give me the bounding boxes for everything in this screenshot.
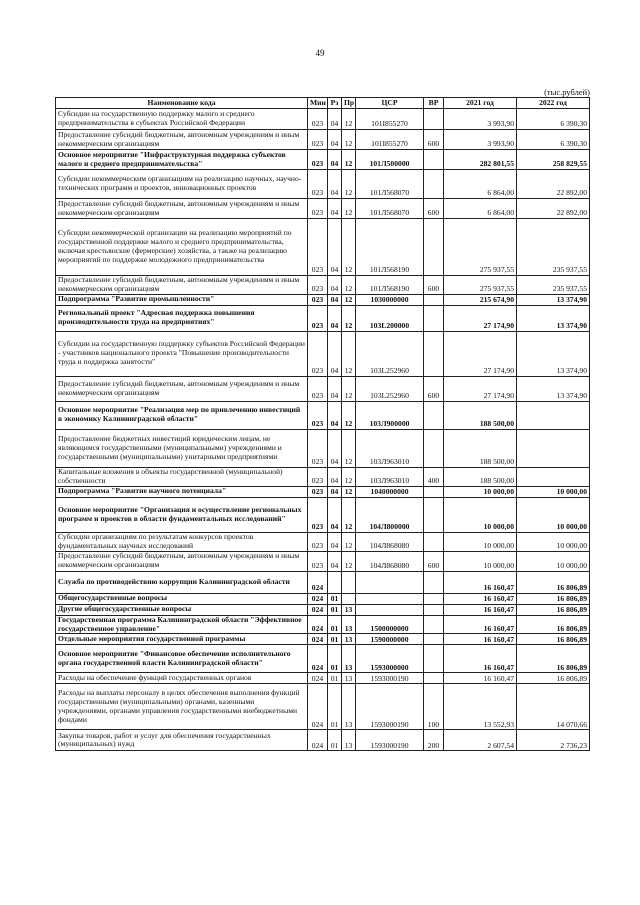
table-row <box>56 486 590 497</box>
row-name: Субсидии организациям по результатам конкурсов проектов фундаментальных научных исследований <box>56 532 308 551</box>
row-rz: 04 <box>328 401 342 429</box>
row-name: Подпрограмма "Развитие промышленности" <box>56 294 308 305</box>
row-pr: 13 <box>342 673 356 684</box>
row-csr: 1593000190 <box>356 730 424 751</box>
row-vr <box>424 571 444 593</box>
row-pr: 12 <box>342 376 356 401</box>
row-vr <box>424 170 444 199</box>
row-name: Субсидии некоммерческой организации на реализацию мероприятий по государственной поддержке малого и среднего предпринимательства, включая крестьянские (фермерские) хозяйства, а также на реализацию мероприятий по поддержке молодежного предпринимательства <box>56 219 308 276</box>
row-vr <box>424 645 444 673</box>
row-vr: 100 <box>424 684 444 730</box>
row-csr: 1500000000 <box>356 615 424 634</box>
row-pr <box>342 593 356 604</box>
row-amount-2022: 13 374,90 <box>517 376 590 401</box>
row-min: 023 <box>308 429 328 467</box>
header-rz: Рз <box>328 98 342 109</box>
row-rz: 01 <box>328 615 342 634</box>
row-pr: 12 <box>342 551 356 571</box>
row-amount-2021: 10 000,00 <box>444 532 517 551</box>
row-rz: 04 <box>328 429 342 467</box>
row-pr: 12 <box>342 305 356 331</box>
table-row <box>56 376 590 401</box>
budget-table <box>55 97 590 751</box>
row-amount-2021: 13 552,93 <box>444 684 517 730</box>
table-row <box>56 634 590 645</box>
row-csr: 103L200000 <box>356 305 424 331</box>
row-min: 024 <box>308 634 328 645</box>
row-pr: 12 <box>342 199 356 219</box>
row-amount-2021: 10 000,00 <box>444 497 517 532</box>
row-csr: 101Л568190 <box>356 219 424 276</box>
row-csr: 101I855270 <box>356 109 424 130</box>
row-name: Основное мероприятие "Организация и осуществление региональных программ и проектов в области фундаментальных исследований" <box>56 497 308 532</box>
row-min: 024 <box>308 730 328 751</box>
row-amount-2022: 2 736,23 <box>517 730 590 751</box>
row-vr: 400 <box>424 467 444 486</box>
row-amount-2021: 16 160,47 <box>444 604 517 615</box>
row-rz: 04 <box>328 219 342 276</box>
row-min: 024 <box>308 673 328 684</box>
row-name: Предоставление субсидий бюджетным, автономным учреждениям и иным некоммерческим организациям <box>56 376 308 401</box>
row-amount-2022: 235 937,55 <box>517 219 590 276</box>
row-amount-2022: 16 806,89 <box>517 645 590 673</box>
row-rz <box>328 571 342 593</box>
table-row <box>56 571 590 593</box>
table-row <box>56 645 590 673</box>
row-name: Субсидии некоммерческим организациям на реализацию научных, научно-технических программ и проектов, инновационных проектов <box>56 170 308 199</box>
row-amount-2022: 16 806,89 <box>517 593 590 604</box>
row-csr: 104Л868080 <box>356 532 424 551</box>
row-min: 023 <box>308 199 328 219</box>
row-min: 023 <box>308 219 328 276</box>
row-amount-2022: 16 806,89 <box>517 673 590 684</box>
row-pr: 12 <box>342 170 356 199</box>
row-amount-2021: 27 174,90 <box>444 305 517 331</box>
row-amount-2022: 10 000,00 <box>517 551 590 571</box>
units-label: (тыс.рублей) <box>544 87 590 97</box>
table-row <box>56 276 590 295</box>
row-csr: 103Л963010 <box>356 429 424 467</box>
row-name: Капитальные вложения в объекты государственной (муниципальной) собственности <box>56 467 308 486</box>
row-amount-2021: 16 160,47 <box>444 593 517 604</box>
row-amount-2021: 6 864,00 <box>444 170 517 199</box>
row-min: 024 <box>308 593 328 604</box>
row-pr: 12 <box>342 276 356 295</box>
row-min: 024 <box>308 615 328 634</box>
row-min: 023 <box>308 376 328 401</box>
row-csr: 104Л800000 <box>356 497 424 532</box>
row-vr: 600 <box>424 551 444 571</box>
row-vr: 600 <box>424 276 444 295</box>
table-row <box>56 219 590 276</box>
row-amount-2022: 235 937,55 <box>517 276 590 295</box>
row-pr: 12 <box>342 532 356 551</box>
row-min: 024 <box>308 571 328 593</box>
row-amount-2021: 188 500,00 <box>444 429 517 467</box>
row-rz: 01 <box>328 730 342 751</box>
row-min: 023 <box>308 331 328 376</box>
header-pr: Пр <box>342 98 356 109</box>
row-rz: 04 <box>328 497 342 532</box>
table-row <box>56 551 590 571</box>
row-min: 023 <box>308 467 328 486</box>
row-amount-2021: 27 174,90 <box>444 331 517 376</box>
row-vr <box>424 486 444 497</box>
row-min: 023 <box>308 486 328 497</box>
row-rz: 01 <box>328 593 342 604</box>
row-vr <box>424 634 444 645</box>
table-row <box>56 684 590 730</box>
row-rz: 04 <box>328 376 342 401</box>
row-vr: 200 <box>424 730 444 751</box>
row-rz: 04 <box>328 150 342 170</box>
row-vr <box>424 604 444 615</box>
row-name: Подпрограмма "Развитие научного потенциала" <box>56 486 308 497</box>
row-csr: 1040000000 <box>356 486 424 497</box>
row-amount-2021: 3 993,90 <box>444 130 517 150</box>
row-amount-2022: 13 374,90 <box>517 294 590 305</box>
row-csr <box>356 604 424 615</box>
row-rz: 04 <box>328 109 342 130</box>
row-min: 023 <box>308 294 328 305</box>
row-amount-2022 <box>517 467 590 486</box>
row-min: 023 <box>308 532 328 551</box>
row-name: Расходы на обеспечение функций государственных органов <box>56 673 308 684</box>
row-vr <box>424 497 444 532</box>
row-rz: 04 <box>328 551 342 571</box>
row-csr: 104Л868080 <box>356 551 424 571</box>
row-pr: 12 <box>342 401 356 429</box>
row-min: 023 <box>308 109 328 130</box>
table-row <box>56 170 590 199</box>
row-pr: 13 <box>342 730 356 751</box>
row-amount-2022: 13 374,90 <box>517 305 590 331</box>
row-csr: 103L252960 <box>356 331 424 376</box>
row-csr: 101I855270 <box>356 130 424 150</box>
row-csr: 103Л900000 <box>356 401 424 429</box>
row-amount-2021: 16 160,47 <box>444 615 517 634</box>
row-pr: 13 <box>342 634 356 645</box>
row-pr: 12 <box>342 219 356 276</box>
row-vr <box>424 593 444 604</box>
row-amount-2022: 6 390,30 <box>517 130 590 150</box>
row-amount-2022: 10 000,00 <box>517 532 590 551</box>
table-row <box>56 593 590 604</box>
row-pr: 12 <box>342 331 356 376</box>
table-row <box>56 730 590 751</box>
row-rz: 04 <box>328 532 342 551</box>
row-amount-2022: 258 829,55 <box>517 150 590 170</box>
row-amount-2022: 6 390,30 <box>517 109 590 130</box>
table-row <box>56 294 590 305</box>
row-amount-2022: 22 892,00 <box>517 170 590 199</box>
row-amount-2022: 10 000,00 <box>517 486 590 497</box>
row-pr: 13 <box>342 615 356 634</box>
row-csr: 101Л500000 <box>356 150 424 170</box>
header-2021: 2021 год <box>444 98 517 109</box>
row-csr: 101Л568190 <box>356 276 424 295</box>
row-amount-2021: 188 500,00 <box>444 467 517 486</box>
row-name: Субсидии на государственную поддержку субъектов Российской Федерации - участников национального проекта "Повышение производительности труда и поддержка занятости" <box>56 331 308 376</box>
row-rz: 04 <box>328 170 342 199</box>
row-amount-2022: 10 000,00 <box>517 497 590 532</box>
table-row <box>56 497 590 532</box>
header-vr: ВР <box>424 98 444 109</box>
row-amount-2021: 16 160,47 <box>444 571 517 593</box>
row-vr: 600 <box>424 376 444 401</box>
row-min: 023 <box>308 276 328 295</box>
row-name: Отдельные мероприятия государственной программы <box>56 634 308 645</box>
row-amount-2021: 16 160,47 <box>444 645 517 673</box>
row-csr: 1590000000 <box>356 634 424 645</box>
row-csr: 1593000190 <box>356 673 424 684</box>
table-row <box>56 109 590 130</box>
row-rz: 04 <box>328 486 342 497</box>
table-row <box>56 429 590 467</box>
row-vr <box>424 429 444 467</box>
row-pr: 12 <box>342 109 356 130</box>
row-name: Основное мероприятие "Финансовое обеспечение исполнительного органа государственной власти Калининградской области" <box>56 645 308 673</box>
row-name: Основное мероприятие "Реализация мер по привлечению инвестиций в экономику Калининградской области" <box>56 401 308 429</box>
table-row <box>56 401 590 429</box>
row-vr <box>424 401 444 429</box>
row-name: Расходы на выплаты персоналу в целях обеспечения выполнения функций государственными (муниципальными) органами, казенными учреждениями, органами управления государственными внебюджетными фондами <box>56 684 308 730</box>
row-amount-2021: 188 500,00 <box>444 401 517 429</box>
row-name: Региональный проект "Адресная поддержка повышения производительности труда на предприятиях" <box>56 305 308 331</box>
row-amount-2021: 27 174,90 <box>444 376 517 401</box>
row-name: Субсидии на государственную поддержку малого и среднего предпринимательства в субъектах Российской Федерации <box>56 109 308 130</box>
row-amount-2021: 16 160,47 <box>444 673 517 684</box>
row-name: Предоставление субсидий бюджетным, автономным учреждениям и иным некоммерческим организациям <box>56 199 308 219</box>
row-min: 023 <box>308 401 328 429</box>
row-amount-2022: 14 070,66 <box>517 684 590 730</box>
row-min: 023 <box>308 551 328 571</box>
row-rz: 04 <box>328 130 342 150</box>
row-name: Служба по противодействию коррупции Калининградской области <box>56 571 308 593</box>
row-rz: 04 <box>328 331 342 376</box>
row-vr: 600 <box>424 199 444 219</box>
row-amount-2022: 16 806,89 <box>517 571 590 593</box>
table-row <box>56 130 590 150</box>
row-rz: 04 <box>328 305 342 331</box>
table-row <box>56 615 590 634</box>
row-name: Государственная программа Калининградской области "Эффективное государственное управление" <box>56 615 308 634</box>
row-vr <box>424 150 444 170</box>
row-name: Закупка товаров, работ и услуг для обеспечения государственных (муниципальных) нужд <box>56 730 308 751</box>
row-name: Предоставление субсидий бюджетным, автономным учреждениям и иным некоммерческим организациям <box>56 551 308 571</box>
table-row <box>56 150 590 170</box>
row-min: 024 <box>308 645 328 673</box>
row-amount-2021: 10 000,00 <box>444 551 517 571</box>
row-amount-2021: 275 937,55 <box>444 276 517 295</box>
row-amount-2021: 6 864,00 <box>444 199 517 219</box>
row-amount-2022 <box>517 401 590 429</box>
row-name: Общегосударственные вопросы <box>56 593 308 604</box>
header-min: Мин <box>308 98 328 109</box>
row-pr: 12 <box>342 130 356 150</box>
table-body <box>56 109 590 751</box>
row-rz: 01 <box>328 604 342 615</box>
table-row <box>56 532 590 551</box>
header-2022: 2022 год <box>517 98 590 109</box>
row-csr <box>356 571 424 593</box>
row-vr <box>424 673 444 684</box>
row-csr: 1593000000 <box>356 645 424 673</box>
row-rz: 01 <box>328 634 342 645</box>
row-csr <box>356 593 424 604</box>
row-amount-2021: 10 000,00 <box>444 486 517 497</box>
page-number: 49 <box>315 48 325 58</box>
row-amount-2021: 16 160,47 <box>444 634 517 645</box>
row-csr: 101Л568070 <box>356 170 424 199</box>
row-amount-2022 <box>517 429 590 467</box>
row-vr: 600 <box>424 130 444 150</box>
row-amount-2021: 275 937,55 <box>444 219 517 276</box>
row-vr <box>424 532 444 551</box>
table-row <box>56 199 590 219</box>
row-vr <box>424 109 444 130</box>
row-rz: 01 <box>328 645 342 673</box>
row-rz: 04 <box>328 199 342 219</box>
table-row <box>56 604 590 615</box>
row-vr <box>424 294 444 305</box>
table-header-row <box>56 98 590 109</box>
row-amount-2021: 215 674,90 <box>444 294 517 305</box>
row-rz: 04 <box>328 467 342 486</box>
row-pr: 13 <box>342 645 356 673</box>
row-amount-2022: 13 374,90 <box>517 331 590 376</box>
row-name: Предоставление бюджетных инвестиций юридическим лицам, не являющимся государственными (муниципальными) учреждениями и государственными (муниципальными) унитарными предприятиями <box>56 429 308 467</box>
row-min: 023 <box>308 150 328 170</box>
row-pr: 12 <box>342 497 356 532</box>
row-amount-2022: 16 806,89 <box>517 615 590 634</box>
header-name: Наименование кода <box>56 98 308 109</box>
row-rz: 01 <box>328 684 342 730</box>
row-csr: 1030000000 <box>356 294 424 305</box>
row-vr <box>424 615 444 634</box>
row-pr: 13 <box>342 684 356 730</box>
row-rz: 01 <box>328 673 342 684</box>
table-row <box>56 305 590 331</box>
row-min: 023 <box>308 305 328 331</box>
table-row <box>56 331 590 376</box>
row-amount-2021: 3 993,90 <box>444 109 517 130</box>
row-name: Предоставление субсидий бюджетным, автономным учреждениям и иным некоммерческим организациям <box>56 276 308 295</box>
row-vr <box>424 331 444 376</box>
row-min: 024 <box>308 604 328 615</box>
row-rz: 04 <box>328 276 342 295</box>
table-row <box>56 673 590 684</box>
row-rz: 04 <box>328 294 342 305</box>
row-min: 023 <box>308 170 328 199</box>
row-vr <box>424 219 444 276</box>
row-pr: 12 <box>342 486 356 497</box>
row-name: Предоставление субсидий бюджетным, автономным учреждениям и иным некоммерческим организациям <box>56 130 308 150</box>
row-vr <box>424 305 444 331</box>
row-csr: 101Л568070 <box>356 199 424 219</box>
row-amount-2022: 16 806,89 <box>517 634 590 645</box>
row-pr: 13 <box>342 604 356 615</box>
row-min: 023 <box>308 130 328 150</box>
row-pr <box>342 571 356 593</box>
row-pr: 12 <box>342 467 356 486</box>
row-csr: 103L252960 <box>356 376 424 401</box>
row-pr: 12 <box>342 150 356 170</box>
row-amount-2021: 282 801,55 <box>444 150 517 170</box>
table-row <box>56 467 590 486</box>
row-pr: 12 <box>342 429 356 467</box>
row-min: 023 <box>308 497 328 532</box>
row-csr: 1593000190 <box>356 684 424 730</box>
row-min: 024 <box>308 684 328 730</box>
row-amount-2022: 16 806,89 <box>517 604 590 615</box>
row-pr: 12 <box>342 294 356 305</box>
row-name: Основное мероприятие "Инфраструктурная поддержка субъектов малого и среднего предпринимательства" <box>56 150 308 170</box>
row-csr: 103Л963010 <box>356 467 424 486</box>
header-csr: ЦСР <box>356 98 424 109</box>
row-name: Другие общегосударственные вопросы <box>56 604 308 615</box>
row-amount-2021: 2 607,54 <box>444 730 517 751</box>
row-amount-2022: 22 892,00 <box>517 199 590 219</box>
